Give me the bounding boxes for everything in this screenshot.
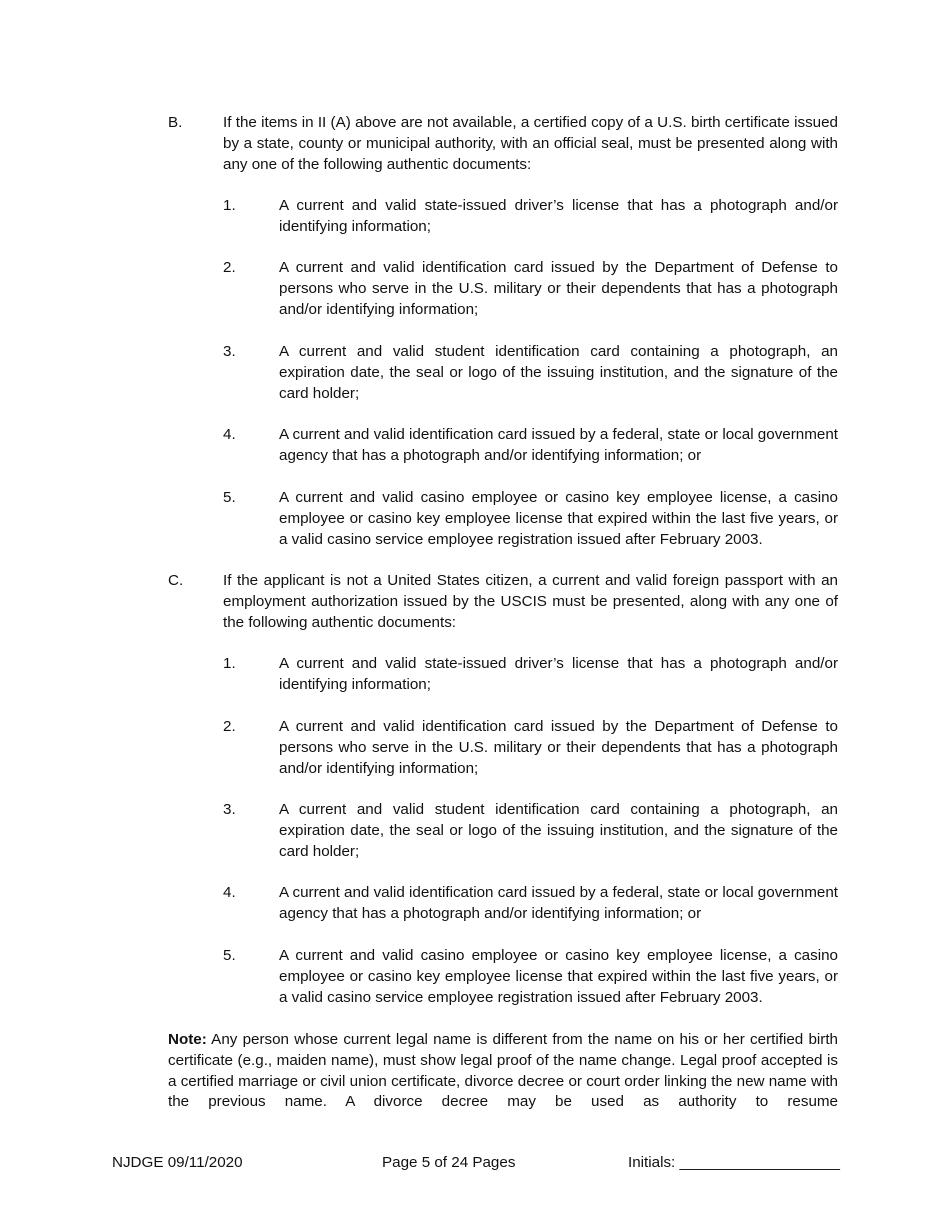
section-text: If the applicant is not a United States citizen, a current and valid foreign passport with an employment authorization issued by the USCIS must be presented, along with any one of the following authentic documents: <box>223 572 838 631</box>
item-number: 5. <box>223 947 236 964</box>
footer-initials: Initials: ___________________ <box>628 1154 840 1171</box>
item-text: A current and valid state-issued driver’s license that has a photograph and/or identifying information; <box>279 655 838 693</box>
item-text: A current and valid casino employee or casino key employee license, a casino employee or casino key employee license that expired within the last five years, or a valid casino service employee registration issued after February 2003. <box>279 489 838 548</box>
note-label: Note: <box>168 1031 207 1048</box>
footer-doc-id: NJDGE 09/11/2020 <box>112 1154 243 1171</box>
item-text: A current and valid identification card issued by the Department of Defense to persons who serve in the U.S. military or their dependents that has a photograph and/or identifying information; <box>279 718 838 777</box>
item-text: A current and valid identification card issued by the Department of Defense to persons who serve in the U.S. military or their dependents that has a photograph and/or identifying information; <box>279 259 838 318</box>
item-number: 2. <box>223 718 236 735</box>
note-text: Any person whose current legal name is different from the name on his or her certified birth certificate (e.g., maiden name), must show legal proof of the name change. Legal proof accepted is a certified marriage or civil union certificate, divorce decree or court order linking the new name with the previous name. A divorce decree may be used as authority to resume <box>168 1031 838 1111</box>
item-number: 1. <box>223 655 236 672</box>
item-text: A current and valid student identification card containing a photograph, an expiration date, the seal or logo of the issuing institution, and the signature of the card holder; <box>279 801 838 860</box>
item-number: 3. <box>223 801 236 818</box>
item-number: 4. <box>223 426 236 443</box>
item-text: A current and valid identification card issued by a federal, state or local government agency that has a photograph and/or identifying information; or <box>279 884 838 922</box>
item-number: 4. <box>223 884 236 901</box>
item-text: A current and valid identification card issued by a federal, state or local government agency that has a photograph and/or identifying information; or <box>279 426 838 464</box>
item-number: 5. <box>223 489 236 506</box>
item-text: A current and valid student identification card containing a photograph, an expiration date, the seal or logo of the issuing institution, and the signature of the card holder; <box>279 343 838 402</box>
item-text: A current and valid state-issued driver’s license that has a photograph and/or identifying information; <box>279 197 838 235</box>
item-number: 2. <box>223 259 236 276</box>
note-paragraph <box>168 1030 838 1113</box>
section-label: B. <box>168 114 183 131</box>
section-label: C. <box>168 572 184 589</box>
item-number: 3. <box>223 343 236 360</box>
section-text: If the items in II (A) above are not available, a certified copy of a U.S. birth certificate issued by a state, county or municipal authority, with an official seal, must be presented along with any one of the following authentic documents: <box>223 114 838 173</box>
item-text: A current and valid casino employee or casino key employee license, a casino employee or casino key employee license that expired within the last five years, or a valid casino service employee registration issued after February 2003. <box>279 947 838 1006</box>
footer-page-number: Page 5 of 24 Pages <box>382 1154 516 1171</box>
item-number: 1. <box>223 197 236 214</box>
